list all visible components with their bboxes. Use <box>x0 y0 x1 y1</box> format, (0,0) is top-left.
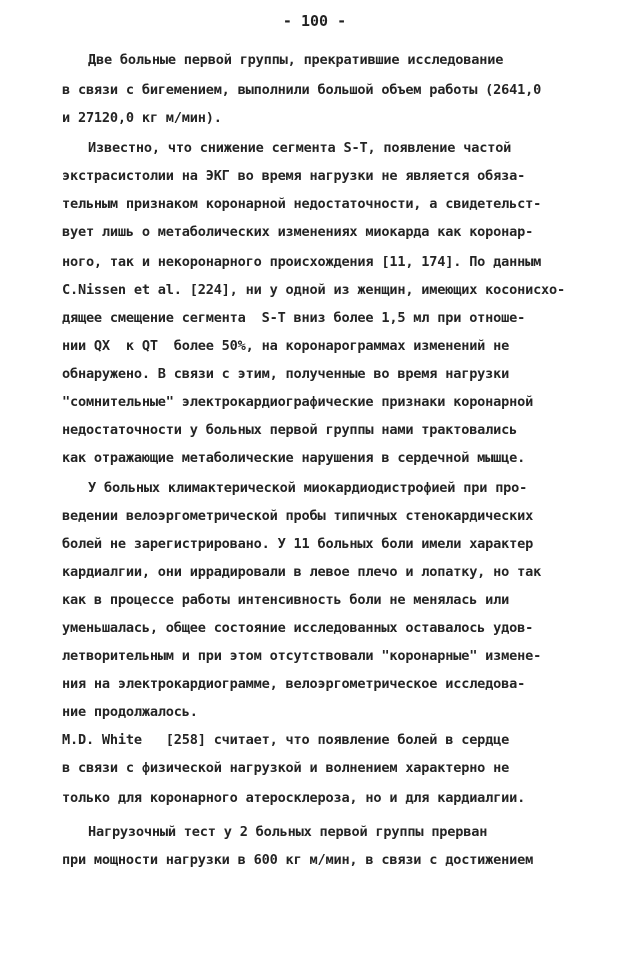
text-line: только для коронарного атеросклероза, но и для кардиалгии. <box>62 790 526 806</box>
text-line: при мощности нагрузки в 600 кг м/мин, в связи с достижением <box>62 852 534 868</box>
text-line: "сомнительные" электрокардиографические признаки коронарной <box>62 394 534 410</box>
text-line: недостаточности у больных первой группы нами трактовались <box>62 422 518 438</box>
text-line: Две больные первой группы, прекратившие исследование <box>88 52 504 68</box>
text-line: Нагрузочный тест у 2 больных первой группы прерван <box>88 824 488 840</box>
text-line: экстрасистолии на ЭКГ во время нагрузки не является обяза- <box>62 168 526 184</box>
text-line: ние продолжалось. <box>62 704 198 720</box>
text-line: тельным признаком коронарной недостаточности, а свидетельст- <box>62 196 542 212</box>
text-line: в связи с бигемением, выполнили большой объем работы (2641,0 <box>62 82 542 98</box>
text-line: в связи с физической нагрузкой и волнением характерно не <box>62 760 510 776</box>
text-line: кардиалгии, они иррадировали в левое плечо и лопатку, но так <box>62 564 542 580</box>
text-line: вует лишь о метаболических изменениях миокарда как коронар- <box>62 224 534 240</box>
text-line: ведении велоэргометрической пробы типичных стенокардических <box>62 508 534 524</box>
text-line: C.Nissen et al. [224], ни у одной из женщин, имеющих косонисхо- <box>62 282 566 298</box>
text-line: У больных климактерической миокардиодистрофией при про- <box>88 480 528 496</box>
text-line: ного, так и некоронарного происхождения [11, 174]. По данным <box>62 254 542 270</box>
text-line: летворительным и при этом отсутствовали "коронарные" измене- <box>62 648 542 664</box>
text-line: и 27120,0 кг м/мин). <box>62 110 222 126</box>
text-line: M.D. White [258] считает, что появление болей в сердце <box>62 732 510 748</box>
text-line: уменьшалась, общее состояние исследованных оставалось удов- <box>62 620 534 636</box>
text-line: дящее смещение сегмента S-T вниз более 1,5 мл при отноше- <box>62 310 526 326</box>
text-line: как в процессе работы интенсивность боли не менялась или <box>62 592 510 608</box>
text-line: Известно, что снижение сегмента S-T, появление частой <box>88 140 512 156</box>
page-number: - 100 - <box>282 12 347 30</box>
text-line: обнаружено. В связи с этим, полученные во время нагрузки <box>62 366 510 382</box>
text-line: как отражающие метаболические нарушения в сердечной мышце. <box>62 450 526 466</box>
text-line: болей не зарегистрировано. У 11 больных боли имели характер <box>62 536 534 552</box>
text-line: нии QX к QT более 50%, на коронарограммах изменений не <box>62 338 510 354</box>
text-line: ния на электрокардиограмме, велоэргометрическое исследова- <box>62 676 526 692</box>
